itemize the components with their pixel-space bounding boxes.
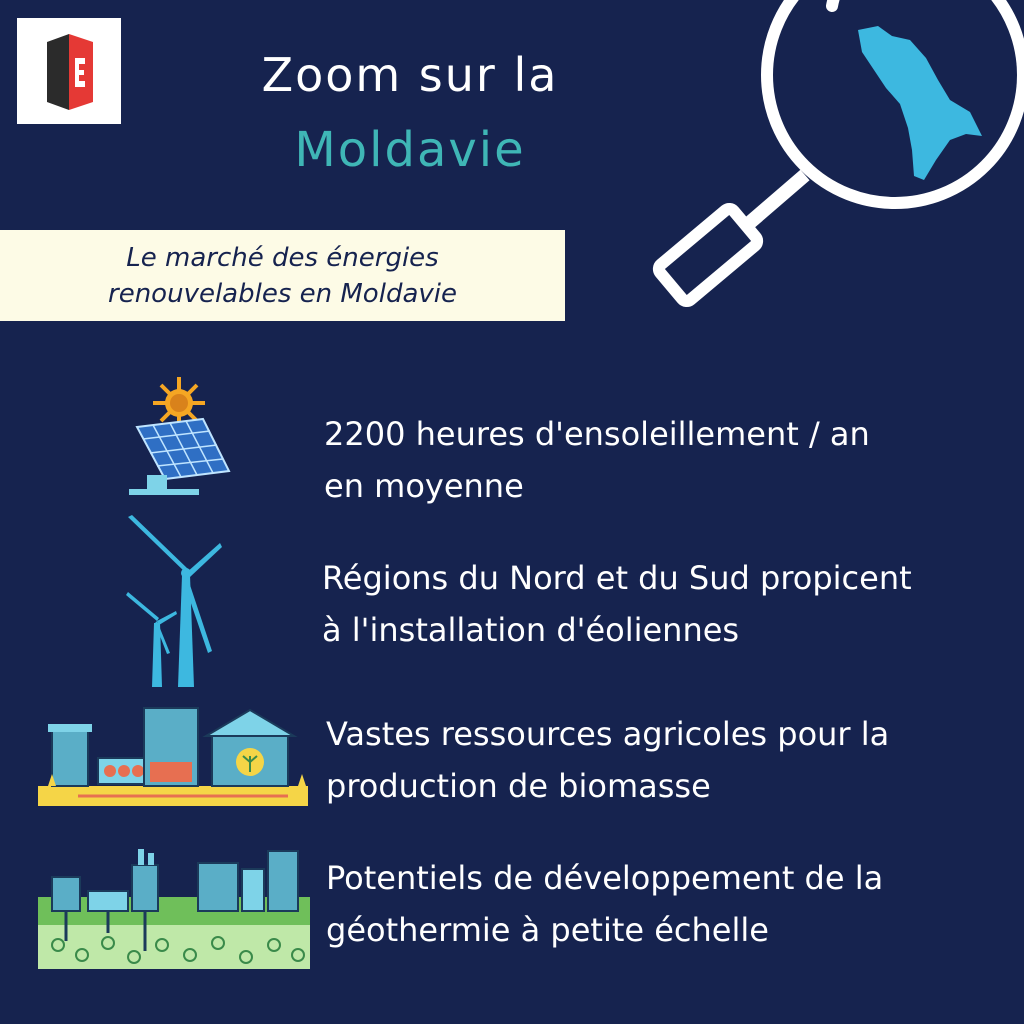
subtitle-banner (0, 230, 565, 321)
item-geothermal-line-2: géothermie à petite échelle (326, 911, 769, 949)
item-solar-line-1: 2200 heures d'ensoleillement / an (324, 415, 870, 453)
item-biomass-line-2: production de biomasse (326, 767, 711, 805)
item-biomass-text (326, 708, 889, 812)
geothermal-plant-icon (38, 845, 310, 970)
item-biomass-line-1: Vastes ressources agricoles pour la (326, 715, 890, 753)
logo (17, 18, 121, 124)
item-solar-line-2: en moyenne (324, 467, 524, 505)
subtitle-line-2: renouvelables en Moldavie (108, 278, 457, 309)
item-wind-text (322, 552, 912, 656)
subtitle-line-1: Le marché des énergies (126, 242, 439, 273)
item-geothermal-line-1: Potentiels de développement de la (326, 859, 884, 897)
magnifier-map-icon (630, 0, 1024, 320)
page-title: Zoom sur la (261, 48, 559, 102)
solar-panel-icon (125, 375, 235, 500)
logo-icon (17, 18, 121, 124)
item-geothermal-text (326, 852, 883, 956)
page-title-country: Moldavie (294, 122, 526, 178)
moldova-map-icon (858, 26, 982, 180)
wind-turbine-icon (120, 515, 230, 690)
item-wind-line-2: à l'installation d'éoliennes (322, 611, 740, 649)
item-wind-line-1: Régions du Nord et du Sud propicent (322, 559, 912, 597)
item-solar-text (324, 408, 870, 512)
biomass-plant-icon (38, 700, 308, 808)
